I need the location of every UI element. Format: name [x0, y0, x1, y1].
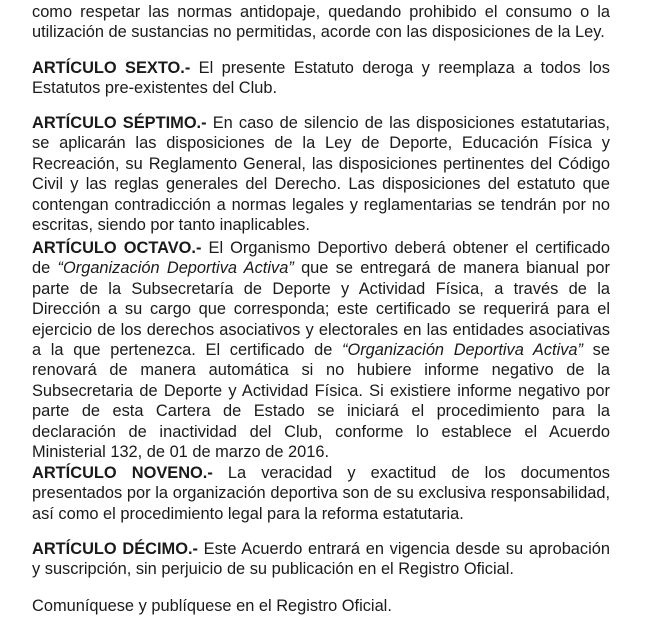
intro-paragraph [32, 2, 610, 43]
article-decimo-heading: ARTÍCULO DÉCIMO.- [32, 540, 198, 558]
article-octavo-text-2: que se entregará de manera bianual por parte de la Subsecretaría de Deporte y Actividad Física, a través de la Dirección a su cargo que corresponda; este certificado se requerirá para el ejercicio de los derechos asociativos y electorales en las entidades asociativas a la que pertenezca. El certificado de [32, 259, 610, 360]
article-octavo [32, 238, 610, 462]
article-octavo-italic-1: “Organización Deportiva Activa” [57, 259, 294, 278]
article-septimo-heading: ARTÍCULO SÉPTIMO.- [32, 114, 207, 132]
article-noveno [32, 463, 610, 524]
article-sexto-text: El presente Estatuto deroga y reemplaza a todos los Estatutos pre-existentes del Club. [32, 59, 610, 98]
article-octavo-heading: ARTÍCULO OCTAVO.- [32, 239, 202, 257]
article-septimo [32, 113, 610, 235]
document-page [32, 0, 610, 620]
article-septimo-text: En caso de silencio de las disposiciones estatutarias, se aplicarán las disposiciones de la Ley de Deporte, Educación Física y Recreación, su Reglamento General, las disposiciones pertinentes del Código Civil y las reglas generales del Derecho. Las disposiciones del estatuto que contengan contradicción a normas legales y reglamentarias se tendrán por no escritas, siendo por tanto inaplicables. [32, 114, 610, 235]
closing-line [32, 596, 610, 616]
article-sexto-heading: ARTÍCULO SEXTO.- [32, 59, 191, 77]
article-sexto [32, 58, 610, 99]
intro-text: como respetar las normas antidopaje, quedando prohibido el consumo o la utilización de sustancias no permitidas, acorde con las disposiciones de la Ley. [32, 3, 610, 42]
article-noveno-text: La veracidad y exactitud de los documentos presentados por la organización deportiva son de su exclusiva responsabilidad, así como el procedimiento legal para la reforma estatutaria. [32, 464, 610, 523]
article-decimo-text: Este Acuerdo entrará en vigencia desde su aprobación y suscripción, sin perjuicio de su publicación en el Registro Oficial. [32, 540, 610, 579]
article-octavo-italic-2: “Organización Deportiva Activa” [342, 341, 584, 360]
article-octavo-text-3: se renovará de manera automática si no hubiere informe negativo de la Subsecretaria de Deporte y Actividad Física. Si existiere informe negativo por parte de esta Cartera de Estado se iniciará el procedimiento para la declaración de inactividad del Club, conforme lo establece el Acuerdo Ministerial 132, de 01 de marzo de 2016. [32, 341, 610, 462]
article-noveno-heading: ARTÍCULO NOVENO.- [32, 464, 213, 482]
article-octavo-text-1: El Organismo Deportivo deberá obtener el certificado de [32, 239, 610, 278]
closing-text: Comuníquese y publíquese en el Registro Oficial. [32, 597, 392, 615]
article-decimo [32, 539, 610, 580]
